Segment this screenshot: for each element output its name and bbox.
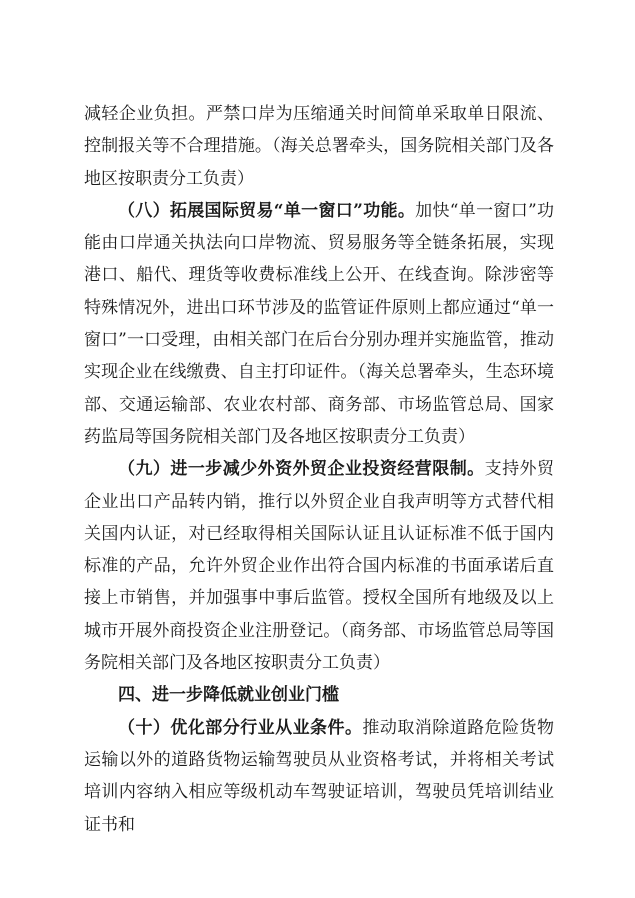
paragraph-text: 减轻企业负担。严禁口岸为压缩通关时间简单采取单日限流、控制报关等不合理措施。（海关总署牵头，国务院相关部门及各地区按职责分工负责） (84, 104, 554, 189)
item-10-heading: （十）优化部分行业从业条件。 (118, 717, 363, 738)
section-4-title: 四、进一步降低就业创业门槛 (118, 685, 339, 706)
section-4-heading (84, 679, 554, 711)
paragraph-item-9 (84, 453, 554, 679)
paragraph-continuation (84, 98, 554, 195)
item-9-heading: （九）进一步减少外资外贸企业投资经营限制。 (118, 459, 485, 480)
item-8-heading: （八）拓展国际贸易“单一窗口”功能。 (118, 200, 416, 221)
paragraph-item-10 (84, 712, 554, 841)
paragraph-item-8 (84, 195, 554, 453)
item-8-text: 加快“单一窗口”功能由口岸通关执法向口岸物流、贸易服务等全链条拓展，实现港口、船代、理货等收费标准线上公开、在线查询。除涉密等特殊情况外，进出口环节涉及的监管证件原则上都应通过“单一窗口”一口受理，由相关部门在后台分别办理并实施监管，推动实现企业在线缴费、自主打印证件。（海关总署牵头，生态环境部、交通运输部、农业农村部、商务部、市场监管总局、国家药监局等国务院相关部门及各地区按职责分工负责） (84, 200, 554, 447)
item-10-text: 推动取消除道路危险货物运输以外的道路货物运输驾驶员从业资格考试，并将相关考试培训内容纳入相应等级机动车驾驶证培训，驾驶员凭培训结业证书和 (84, 717, 555, 835)
document-body (84, 98, 554, 841)
item-9-text: 支持外贸企业出口产品转内销，推行以外贸企业自我声明等方式替代相关国内认证，对已经取得相关国际认证且认证标准不低于国内标准的产品，允许外贸企业作出符合国内标准的书面承诺后直接上市销售，并加强事中事后监管。授权全国所有地级及以上城市开展外商投资企业注册登记。（商务部、市场监管总局等国务院相关部门及各地区按职责分工负责） (84, 459, 554, 674)
